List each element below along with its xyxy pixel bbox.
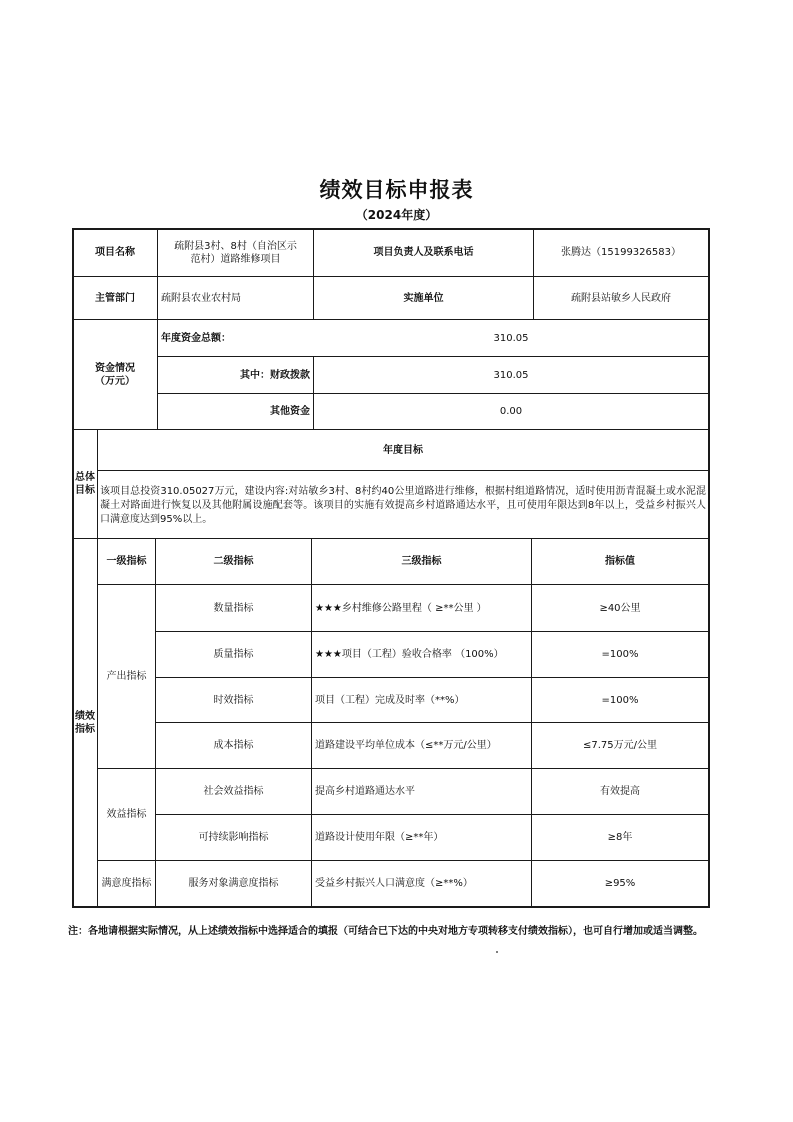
level2-quality: 质量指标 bbox=[213, 649, 254, 660]
form-title: 绩效目标申报表 bbox=[319, 178, 474, 202]
level2-social: 社会效益指标 bbox=[203, 786, 264, 797]
dept-value: 疏附县农业农村局 bbox=[161, 292, 241, 304]
header-level3: 三级指标 bbox=[401, 556, 442, 567]
funds-total-value: 310.05 bbox=[493, 332, 529, 344]
dept-label: 主管部门 bbox=[95, 292, 135, 304]
value-sustainable: ≥8年 bbox=[607, 832, 633, 843]
level3-cost: 道路建设平均单位成本（≤**万元/公里） bbox=[315, 740, 497, 751]
contact-label: 项目负责人及联系电话 bbox=[373, 247, 474, 258]
goal-description: 该项目总投资310.05027万元，建设内容:对站敏乡3村、8村约40公里道路进行维修，根据村组道路情况，适时使用沥青混凝土或水泥混凝土对路面进行恢复以及其他附属设施配套等。该项目的实施有效提高乡村道路通达水平，且可使用年限达到8年以上，受益乡村振兴人口满意度达到95%以上。 bbox=[100, 486, 706, 525]
annual-goal-header: 年度目标 bbox=[383, 444, 423, 456]
header-value: 指标值 bbox=[605, 556, 635, 567]
funds-fiscal-value: 310.05 bbox=[493, 369, 529, 381]
level3-quality: ★★★项目（工程）验收合格率 （100%） bbox=[315, 649, 504, 660]
project-name-value: 疏附县3村、8村（自治区示范村）道路维修项目 bbox=[174, 240, 297, 265]
level2-cost: 成本指标 bbox=[213, 740, 254, 751]
indicators-label: 绩效指标 bbox=[75, 710, 95, 735]
impl-label: 实施单位 bbox=[403, 292, 444, 304]
scan-speck bbox=[496, 951, 498, 953]
value-quantity: ≥40公里 bbox=[599, 602, 641, 614]
level1-output: 产出指标 bbox=[106, 671, 147, 682]
value-satisfaction: ≥95% bbox=[604, 878, 636, 889]
contact-value: 张腾达（15199326583） bbox=[561, 247, 681, 258]
header-level2: 二级指标 bbox=[213, 556, 254, 567]
header-level1: 一级指标 bbox=[106, 556, 147, 567]
value-timeliness: =100% bbox=[601, 694, 639, 706]
funds-other-label: 其他资金 bbox=[270, 406, 310, 417]
value-quality: =100% bbox=[601, 649, 639, 660]
level2-sustainable: 可持续影响指标 bbox=[198, 832, 269, 843]
level3-social: 提高乡村道路通达水平 bbox=[315, 786, 415, 797]
impl-value: 疏附县站敏乡人民政府 bbox=[571, 292, 671, 304]
level2-satisfaction: 服务对象满意度指标 bbox=[188, 878, 279, 889]
level3-timeliness: 项目（工程）完成及时率（**%） bbox=[315, 694, 465, 706]
level3-sustainable: 道路设计使用年限（≥**年） bbox=[315, 832, 444, 843]
form-year: （2024年度） bbox=[355, 208, 438, 222]
level1-satisfaction: 满意度指标 bbox=[101, 878, 152, 889]
overall-goal-label: 总体目标 bbox=[75, 472, 95, 496]
level3-satisfaction: 受益乡村振兴人口满意度（≥**%） bbox=[315, 878, 473, 889]
value-cost: ≤7.75万元/公里 bbox=[582, 740, 657, 751]
level2-timeliness: 时效指标 bbox=[213, 694, 254, 706]
funds-other-value: 0.00 bbox=[499, 406, 523, 417]
project-name-label: 项目名称 bbox=[95, 247, 135, 258]
value-social: 有效提高 bbox=[600, 786, 640, 797]
level1-benefit: 效益指标 bbox=[106, 809, 147, 820]
footnote: 注：各地请根据实际情况，从上述绩效指标中选择适合的填报（可结合已下达的中央对地方专项转移支付绩效指标），也可自行增加或适当调整。 bbox=[68, 926, 703, 937]
funds-label: 资金情况（万元） bbox=[95, 362, 135, 387]
level2-quantity: 数量指标 bbox=[213, 602, 254, 614]
funds-total-label: 年度资金总额： bbox=[161, 332, 231, 344]
funds-fiscal-label: 其中：财政拨款 bbox=[240, 369, 310, 381]
level3-quantity: ★★★乡村维修公路里程（ ≥**公里 ） bbox=[315, 602, 487, 614]
